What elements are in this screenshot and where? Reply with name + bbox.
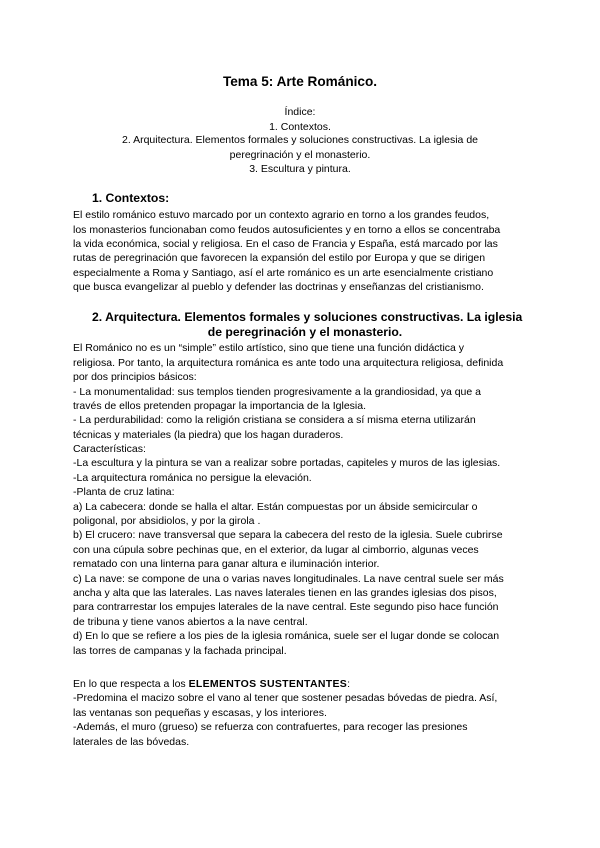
paragraph-line: la vida económica, social y religiosa. En el caso de Francia y España, está marcado por las (73, 238, 498, 250)
paragraph-line: que busca evangelizar al pueblo y defender las doctrinas y enseñanzas del cristianismo. (73, 281, 484, 293)
section-heading: 1. Contextos: (92, 191, 170, 205)
paragraph-line: por dos principios básicos: (73, 371, 197, 383)
paragraph-line: especialmente a Roma y Santiago, así el arte románico es un arte esencialmente cristiano (73, 267, 494, 279)
paragraph-line: - La perdurabilidad: como la religión cristiana se considera a sí misma eterna utilizarán (73, 414, 476, 426)
paragraph-line: ancha y alta que las laterales. Las naves laterales tienen en las grandes iglesias dos pisos, (73, 587, 497, 599)
paragraph-line: a) La cabecera: donde se halla el altar. Están compuestas por un ábside semicircular o (73, 501, 478, 513)
paragraph-line (73, 678, 543, 690)
paragraph-line: los monasterios funcionaban como feudos autosuficientes y en torno a ellos se concentraba (73, 224, 501, 236)
paragraph-line: d) En lo que se refiere a los pies de la iglesia románica, suele ser el lugar donde se colocan (73, 630, 500, 642)
paragraph-line: -La arquitectura románica no persigue la elevación. (73, 472, 312, 484)
paragraph-line: través de ellos pretenden propagar la importancia de la Iglesia. (73, 400, 367, 412)
paragraph-line: Características: (73, 443, 146, 455)
paragraph-line: de tribuna y tiene vanos abiertos a la nave central. (73, 616, 308, 628)
emphasis-text: ELEMENTOS SUSTENTANTES (188, 678, 348, 690)
toc-item: 3. Escultura y pintura. (249, 163, 351, 175)
paragraph-line: c) La nave: se compone de una o varias naves longitudinales. La nave central suele ser más (73, 573, 504, 585)
paragraph-line: -Predomina el macizo sobre el vano al tener que sostener pesadas bóvedas de piedra. Así, (73, 692, 498, 704)
toc-item: 1. Contextos. (269, 121, 331, 133)
index-label: Índice: (284, 106, 316, 118)
paragraph-line: b) El crucero: nave transversal que separa la cabecera del resto de la iglesia. Suele cubrirse (73, 529, 503, 541)
document-title: Tema 5: Arte Románico. (222, 74, 378, 89)
intro-text: En lo que respecta a los (73, 678, 189, 690)
paragraph-line: con una cúpula sobre pechinas que, en el exterior, da lugar al cimborrio, algunas veces (73, 544, 479, 556)
paragraph-line: El estilo románico estuvo marcado por un contexto agrario en torno a los grandes feudos, (73, 209, 490, 221)
section-heading-cont: de peregrinación y el monasterio. (207, 325, 403, 339)
paragraph-line: para contrarrestar los empujes laterales de la nave central. Este segundo piso hace función (73, 601, 499, 613)
toc-item: peregrinación y el monasterio. (229, 149, 371, 161)
paragraph-line: - La monumentalidad: sus templos tienden progresivamente a la grandiosidad, ya que a (73, 386, 481, 398)
paragraph-line: religiosa. Por tanto, la arquitectura románica es ante todo una arquitectura religiosa, definida (73, 357, 504, 369)
section-heading: 2. Arquitectura. Elementos formales y soluciones constructivas. La iglesia (92, 310, 523, 324)
paragraph-line: técnicas y materiales (la piedra) que los hagan duraderos. (73, 429, 344, 441)
paragraph-line: laterales de las bóvedas. (73, 736, 190, 748)
colon-text: : (347, 678, 350, 690)
paragraph-line: El Románico no es un “simple” estilo artístico, sino que tiene una función didáctica y (73, 342, 465, 354)
paragraph-line: las torres de campanas y la fachada principal. (73, 645, 287, 657)
paragraph-line: rutas de peregrinación que favorecen la expansión del estilo por Europa y que se dirigen (73, 252, 486, 264)
paragraph-line: rematado con una linterna para ganar altura e iluminación interior. (73, 558, 380, 570)
paragraph-line: -Además, el muro (grueso) se refuerza con contrafuertes, para recoger las presiones (73, 721, 468, 733)
paragraph-line: -Planta de cruz latina: (73, 486, 175, 498)
paragraph-line: -La escultura y la pintura se van a realizar sobre portadas, capiteles y muros de las iglesias. (73, 457, 501, 469)
paragraph-line: poligonal, por absidiolos, y por la girola . (73, 515, 261, 527)
paragraph-line: las ventanas son pequeñas y escasas, y los interiores. (73, 707, 327, 719)
toc-item: 2. Arquitectura. Elementos formales y soluciones constructivas. La iglesia de (121, 134, 478, 146)
